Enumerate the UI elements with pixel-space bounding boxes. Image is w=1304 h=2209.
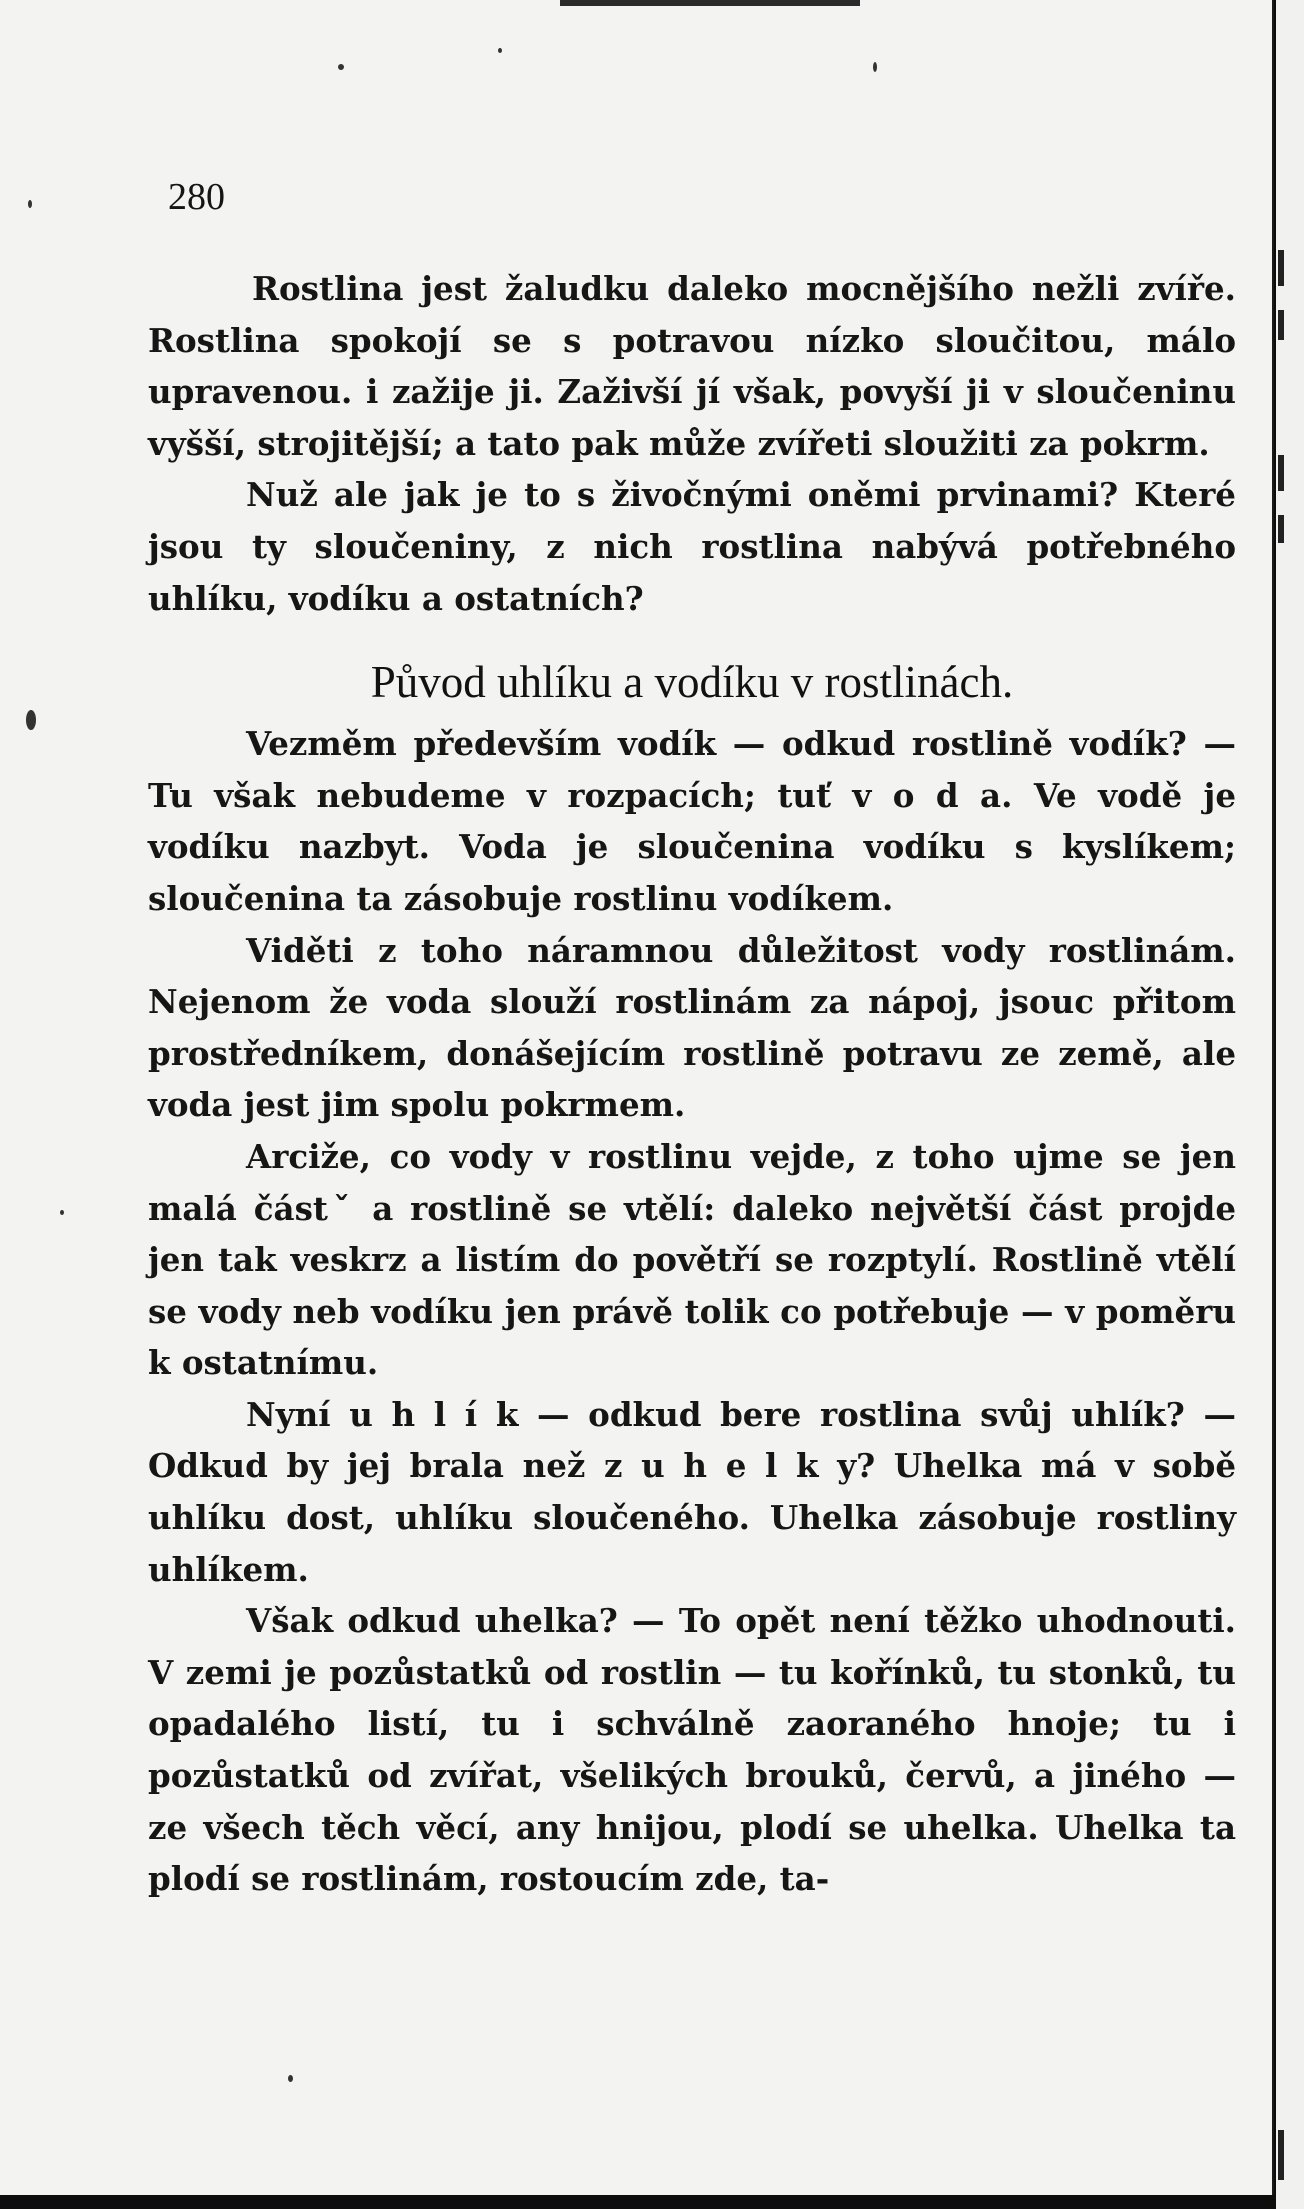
speck xyxy=(288,2075,293,2082)
paragraph: Rostlina jest žaludku daleko mocnějšího nežli zvíře. Rostlina spokojí se s potravou nízko sloučitou, málo upravenou. i zažije ji. Zaživší jí však, povyší ji v sloučeninu vyšší, strojitější; a tato pak může zvířeti sloužiti za pokrm. xyxy=(148,269,1236,463)
section-heading: Původ uhlíku a vodíku v rostlinách. xyxy=(370,657,1014,708)
speck xyxy=(873,62,877,72)
body-text xyxy=(148,263,1236,1905)
paragraph: Nuž ale jak je to s živočnými oněmi prvinami? Které jsou ty sloučeniny, z nich rostlina nabývá potřebného uhlíku, vodíku a ostatních? xyxy=(148,475,1236,618)
edge-mark xyxy=(1278,2130,1284,2180)
edge-mark xyxy=(1278,515,1284,543)
speck xyxy=(28,200,32,208)
speck xyxy=(26,710,36,730)
edge-mark xyxy=(1278,455,1284,491)
edge-mark xyxy=(1278,310,1284,340)
paragraph: Však odkud uhelka? — To opět není těžko uhodnouti. V zemi je pozůstatků od rostlin — tu kořínků, tu stonků, tu opadalého listí, tu i schválně zaoraného hnoje; tu i pozůstatků od zvířat, všelikých brouků, červů, a jiného — ze všech těch věcí, any hnijou, plodí se uhelka. Uhelka ta plodí se rostlinám, rostoucím zde, ta- xyxy=(148,1601,1236,1899)
adjacent-page-edge xyxy=(1276,0,1304,2209)
scan-artifact xyxy=(560,0,860,6)
paragraph: Viděti z toho náramnou důležitost vody rostlinám. Nejenom že voda slouží rostlinám za nápoj, jsouc přitom prostředníkem, donášejícím rostlině potravu ze země, ale voda jest jim spolu pokrmem. xyxy=(148,930,1236,1125)
paragraph: Nyní u h l í k — odkud bere rostlina svůj uhlík? — Odkud by jej brala než z u h e l k y? Uhelka má v sobě uhlíku dost, uhlíku sloučeného. Uhelka zásobuje rostliny uhlíkem. xyxy=(148,1394,1236,1589)
speck xyxy=(60,1210,64,1215)
paragraph: Arciže, co vody v rostlinu vejde, z toho ujme se jen malá částˇ a rostlině se vtělí: daleko největší část projde jen tak veskrz a listím do povětří se rozptylí. Rostlině vtělí se vody neb vodíku jen právě tolik co potřebuje — v poměru k ostatnímu. xyxy=(148,1136,1236,1383)
edge-mark xyxy=(1278,250,1284,286)
paragraph: Vezměm především vodík — odkud rostlině vodík? — Tu však nebudeme v rozpacích; tuť v o d a. Ve vodě je vodíku nazbyt. Voda je sloučenina vodíku s kyslíkem; sloučenina ta zásobuje rostlinu vodíkem. xyxy=(148,724,1236,918)
page-number: 280 xyxy=(168,176,225,218)
speck xyxy=(498,48,502,53)
speck xyxy=(338,64,344,70)
